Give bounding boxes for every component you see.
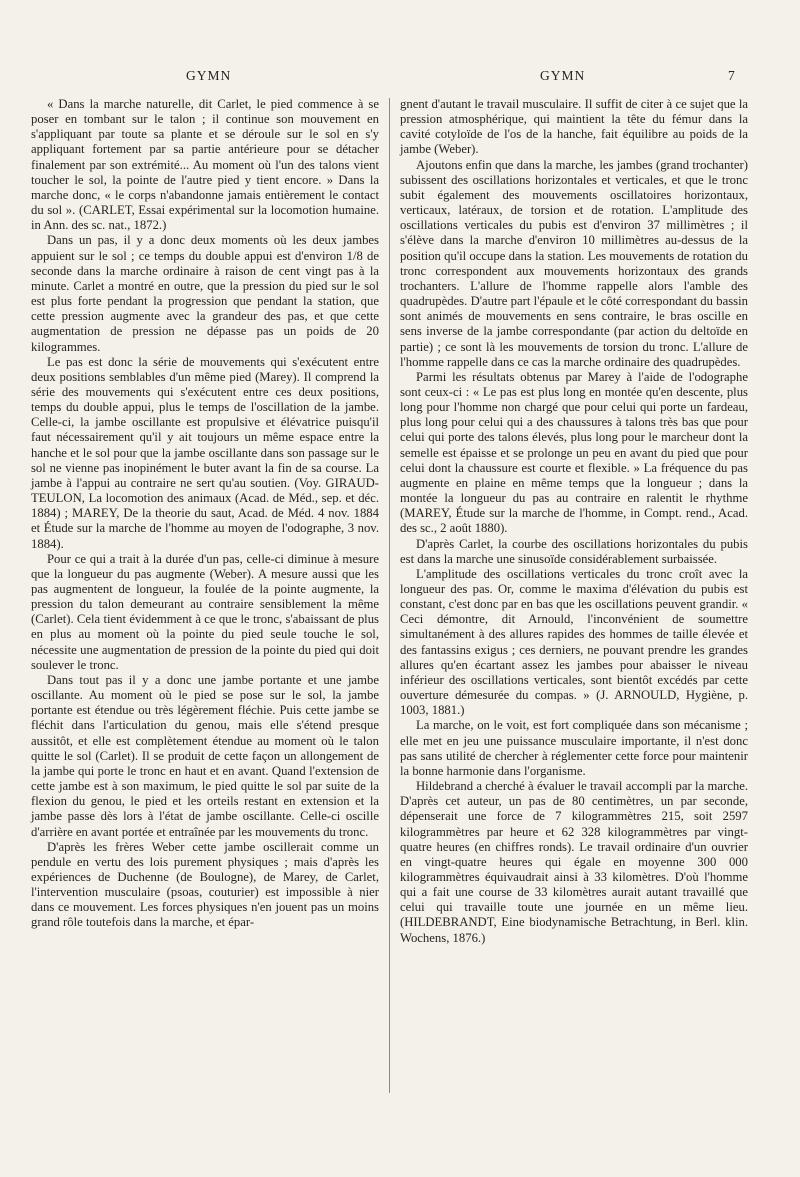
paragraph: L'amplitude des oscillations verticales du tronc croît avec la longueur des pas. Or, comme le maxima d'élévation du pubis est constant, c'est donc par en bas que les oscillations peuvent grandir. « Ceci démontre, dit Arnould, l'inconvénient de soumettre simultanément à des allures rapides des hommes de taille élevée et des fantassins exigus ; ces derniers, ne pouvant prendre les grandes allures qu'en écartant assez les jambes pour abaisser le niveau inférieur des oscillations verticales, sont bientôt excédés par cette ouverture démesurée du compas. » (J. ARNOULD, Hygiène, p. 1003, 1881.) [400, 566, 748, 718]
running-head [0, 68, 800, 88]
right-column [400, 97, 748, 946]
column-divider [389, 98, 390, 1093]
header-center: GYMN [540, 68, 586, 83]
paragraph: D'après Carlet, la courbe des oscillations horizontales du pubis est dans la marche une sinusoïde considérablement surbaissée. [400, 536, 748, 566]
paragraph: Ajoutons enfin que dans la marche, les jambes (grand trochanter) subissent des oscillations horizontales et verticales, et que le tronc subit également des mouvements oscillatoires horizontaux, verticaux, latéraux, de torsion et de rotation. L'amplitude des oscillations verticales du pubis est d'environ 37 millimètres ; il s'élève dans la marche d'environ 10 millimètres au-dessus de la position qu'il occupe dans la station. Les mouvements de rotation du tronc correspondent aux mouvements horizontaux des grands trochanters. L'allure de l'homme rappelle alors l'amble des quadrupèdes. D'autre part l'épaule et le côté correspondant du bassin sont animés de mouvements en sens contraire, le bras oscille en sens inverse de la jambe correspondante (par action du deltoïde en partie) ; ce sont là les mouvements de torsion du tronc. L'allure de l'homme rappelle dans ce cas la marche ordinaire des quadrupèdes. [400, 157, 748, 369]
paragraph: La marche, on le voit, est fort compliquée dans son mécanisme ; elle met en jeu une puissance musculaire importante, il n'est donc pas sans utilité de chercher à réglementer cette force pour maintenir la bonne harmonie dans l'organisme. [400, 718, 748, 778]
paragraph: Dans tout pas il y a donc une jambe portante et une jambe oscillante. Au moment où le pied se pose sur le sol, la jambe portante est étendue ou très légèrement fléchie. Puis cette jambe se fléchit dans l'articulation du genou, mais elle s'étend presque aussitôt, et elle est complètement étendue au moment où le talon quitte le sol (Carlet). Il se produit de cette façon un allongement de la jambe qui porte le tronc en haut et en avant. Quand l'extension de cette jambe est à son maximum, le pied quitte le sol par suite de la flexion du genou, le pied et les orteils restant en extension et la jambe passe dès lors à l'état de jambe oscillante. Celle-ci oscille d'arrière en avant portée et entraînée par les mouvements du tronc. [31, 672, 379, 839]
left-column [31, 97, 379, 931]
page-number: 7 [728, 68, 736, 83]
paragraph: Dans un pas, il y a donc deux moments où les deux jambes appuient sur le sol ; ce temps du double appui est d'environ 1/8 de seconde dans la marche ordinaire à raison de cent vingt pas à la minute. Carlet a montré en outre, que la pression du pied sur le sol est plus forte pendant la progression que pendant la station, que cette pression augmente avec la grandeur des pas, et que cette augmentation de pression ne dépasse pas un poids de 20 kilogrammes. [31, 233, 379, 354]
paragraph: « Dans la marche naturelle, dit Carlet, le pied commence à se poser en tombant sur le talon ; il continue son mouvement en s'appliquant par toute sa plante et se déroule sur le sol en s'y appliquant fortement par sa partie antérieure pour se détacher finalement par son extrémité... Au moment où l'un des talons vient toucher le sol, la pointe de l'autre pied y tient encore. » Dans la marche donc, « le corps n'abandonne jamais entièrement le contact du sol ». (CARLET, Essai expérimental sur la locomotion humaine. in Ann. des sc. nat., 1872.) [31, 97, 379, 233]
paragraph: Le pas est donc la série de mouvements qui s'exécutent entre deux positions semblables d'un même pied (Marey). Il comprend la série des mouvements qui s'exécutent entre ces deux positions, temps du double appui, plus le temps de l'oscillation de la jambe. Celle-ci, la jambe oscillante est propulsive et élévatrice puisqu'il faut nécessairement qu'il y ait toujours un même espace entre la hanche et le sol pour que la jambe oscillante dans son passage sur le sol ne vienne pas inopinément le buter avant la fin de sa course. La jambe à l'appui au contraire ne sert qu'au soutien. (Voy. GIRAUD-TEULON, La locomotion des animaux (Acad. de Méd., sep. et déc. 1884) ; MAREY, De la theorie du saut, Acad. de Méd. 4 nov. 1884 et Étude sur la marche de l'homme au moyen de l'odographe, 3 nov. 1884). [31, 354, 379, 551]
paragraph: gnent d'autant le travail musculaire. Il suffit de citer à ce sujet que la pression atmosphérique, qui maintient la tête du fémur dans la cavité cotyloïde de l'os de la hanche, fait équilibre au poids de la jambe (Weber). [400, 97, 748, 157]
paragraph: Pour ce qui a trait à la durée d'un pas, celle-ci diminue à mesure que la longueur du pas augmente (Weber). A mesure aussi que les pas augmentent de longueur, la foulée de la pointe augmente, la pression du talon demeurant au contraire sensiblement la même (Carlet). Cela tient évidemment à ce que le tronc, s'abaissant de plus en plus au moment où la pointe du pied seule touche le sol, nécessite une augmentation de pression de la pointe du pied qui doit soulever le tronc. [31, 551, 379, 672]
paragraph: Hildebrand a cherché à évaluer le travail accompli par la marche. D'après cet auteur, un pas de 80 centimètres, un par seconde, dépenserait une force de 7 kilogrammètres 215, soit 2597 kilogrammètres par heure et 62 328 kilogrammètres par vingt-quatre heures (en chiffres ronds). Le travail ordinaire d'un ouvrier en vingt-quatre heures qui égale en moyenne 300 000 kilogrammètres équivaudrait ainsi à 33 kilomètres. D'où l'homme qui a fait une course de 33 kilomètres aurait autant travaillé que celui qui travaille toute une journée en un même lieu. (HILDEBRANDT, Eine biodynamische Betrachtung, in Berl. klin. Wochens, 1876.) [400, 779, 748, 945]
header-left: GYMN [186, 68, 232, 83]
paragraph: Parmi les résultats obtenus par Marey à l'aide de l'odographe sont ceux-ci : « Le pas est plus long en montée qu'en descente, plus long pour l'homme non chargé que pour celui qui porte un fardeau, plus long pour celui qui a des chaussures à talons très bas que pour celui qui porte des talons élevés, plus long pour le marcheur dont la semelle est épaisse et se prolonge un peu en avant du pied que pour celui dont la chaussure est courte et flexible. » La fréquence du pas augmente en plaine en même temps que la longueur ; dans la montée la longueur du pas au contraire en ralentit le rhythme (MAREY, Étude sur la marche de l'homme, in Compt. rend., Acad. des sc., 2 août 1880). [400, 369, 748, 536]
paragraph: D'après les frères Weber cette jambe oscillerait comme un pendule en vertu des lois purement physiques ; mais d'après les expériences de Duchenne (de Boulogne), de Marey, de Carlet, l'intervention musculaire (psoas, couturier) est impossible à nier dans ce mouvement. Les forces physiques n'en jouent pas un moins grand rôle toutefois dans la marche, et épar- [31, 839, 379, 930]
